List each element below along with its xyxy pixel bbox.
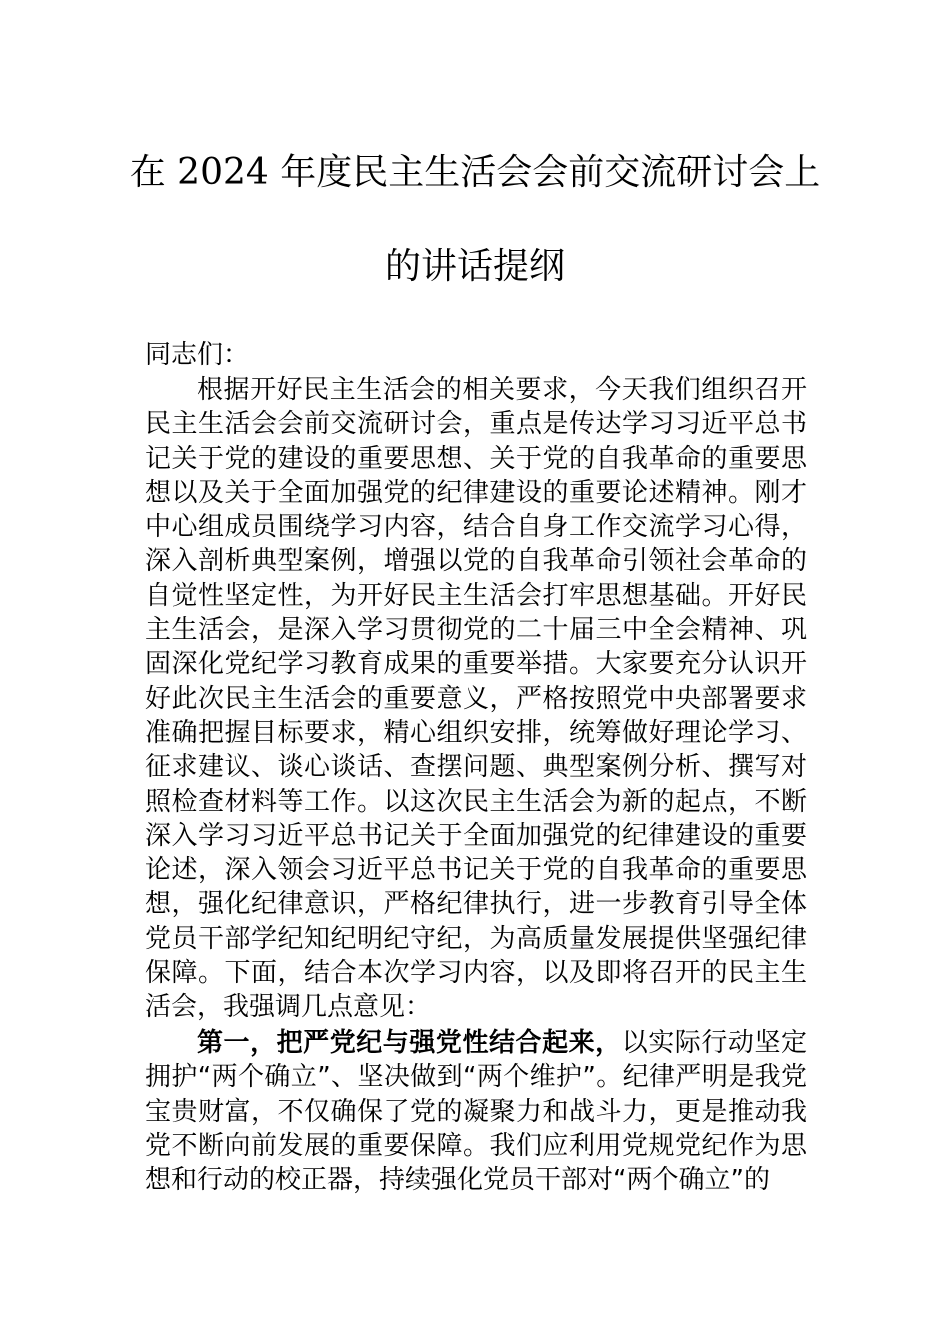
paragraph-2 [145,1026,807,1197]
greeting: 同志们： [145,340,250,370]
document-title-line-2: 的讲话提纲 [384,246,565,287]
paragraph-2-body: 以实际行动坚定拥护“两个确立”、坚决做到“两个维护”。纪律严明是我党宝贵财富，不仅确保了党的凝聚力和战斗力，更是推动我党不断向前发展的重要保障。我们应利用党规党纪作为思想和行动的校正器，持续强化党员干部对“两个确立”的 [145,1028,807,1196]
page-bottom-margin [0,1212,950,1344]
paragraph-1: 根据开好民主生活会的相关要求，今天我们组织召开民主生活会会前交流研讨会，重点是传达学习习近平总书记关于党的建设的重要思想、关于党的自我革命的重要思想以及关于全面加强党的纪律建设的重要论述精神。刚才中心组成员围绕学习内容，结合自身工作交流学习心得，深入剖析典型案例，增强以党的自我革命引领社会革命的自觉性坚定性，为开好民主生活会打牢思想基础。开好民主生活会，是深入学习贯彻党的二十届三中全会精神、巩固深化党纪学习教育成果的重要举措。大家要充分认识开好此次民主生活会的重要意义，严格按照党中央部署要求准确把握目标要求，精心组织安排，统筹做好理论学习、征求建议、谈心谈话、查摆问题、典型案例分析、撰写对照检查材料等工作。以这次民主生活会为新的起点，不断深入学习习近平总书记关于全面加强党的纪律建设的重要论述，深入领会习近平总书记关于党的自我革命的重要思想，强化纪律意识，严格纪律执行，进一步教育引导全体党员干部学纪知纪明纪守纪，为高质量发展提供坚强纪律保障。下面，结合本次学习内容，以及即将召开的民主生活会，我强调几点意见： [145,375,807,1023]
paragraph-2-lead: 第一，把严党纪与强党性结合起来， [197,1028,622,1058]
document-title-line-1: 在 2024 年度民主生活会会前交流研讨会上 [129,152,821,193]
